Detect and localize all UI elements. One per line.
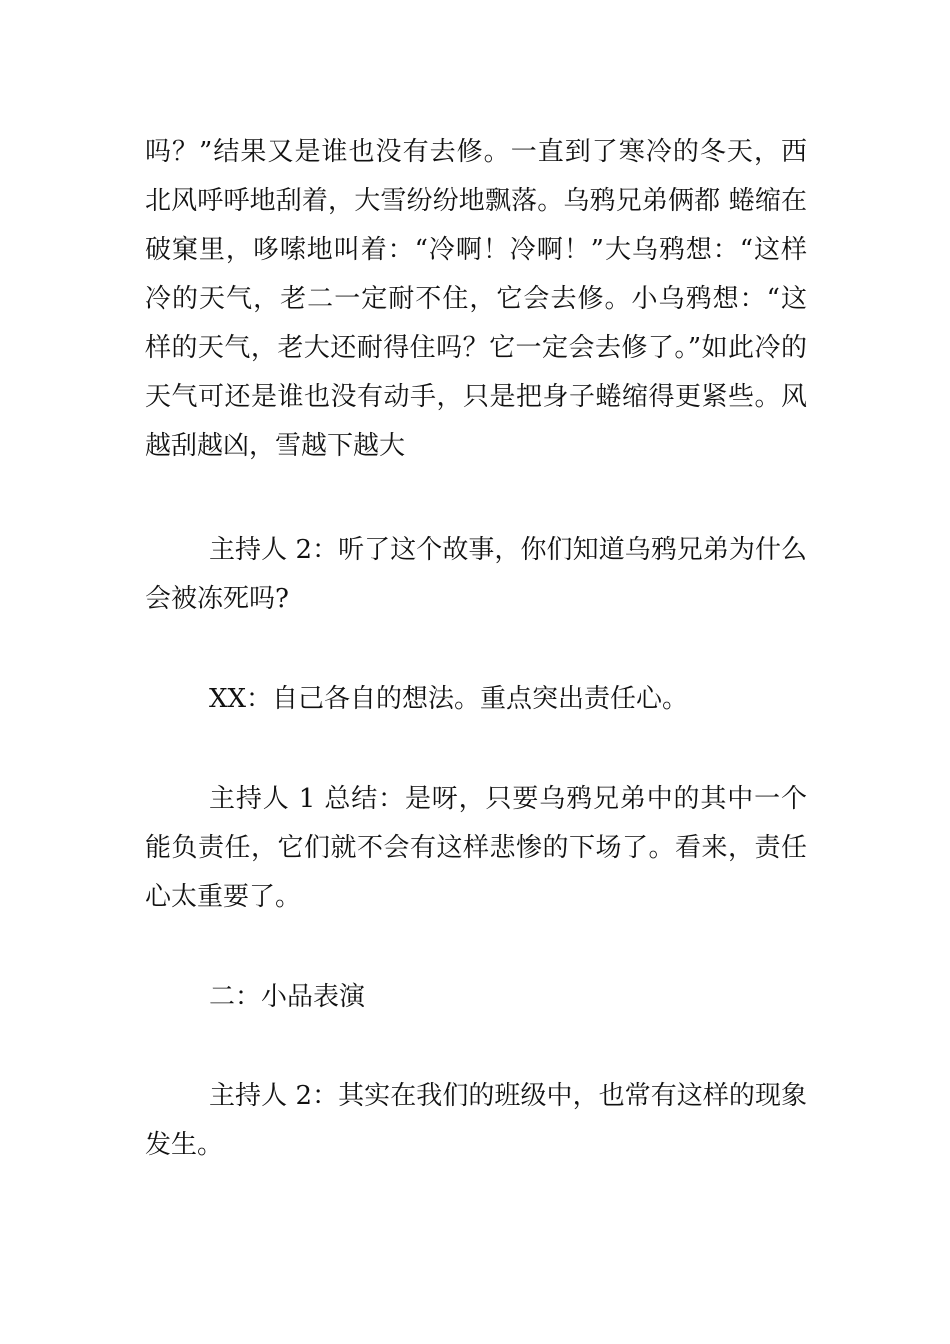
host2-question-paragraph: 主持人 2：听了这个故事，你们知道乌鸦兄弟为什么会被冻死吗? bbox=[145, 535, 807, 614]
section-heading-skit: 二：小品表演 bbox=[209, 982, 366, 1012]
xx-answer-paragraph: XX：自己各自的想法。重点突出责任心。 bbox=[209, 684, 689, 714]
host1-summary-paragraph: 主持人 1 总结：是呀，只要乌鸦兄弟中的其中一个能负责任，它们就不会有这样悲惨的下场了。看来，责任心太重要了。 bbox=[145, 784, 807, 912]
host2-closing-paragraph: 主持人 2：其实在我们的班级中，也常有这样的现象发生。 bbox=[145, 1081, 807, 1160]
story-paragraph: 吗？”结果又是谁也没有去修。一直到了寒冷的冬天，西北风呼呼地刮着，大雪纷纷地飘落。乌鸦兄弟俩都 蜷缩在破窠里，哆嗦地叫着：“冷啊！冷啊！”大乌鸦想：“这样冷的天气，老二一定耐不住，它会去修。小乌鸦想：“这样的天气，老大还耐得住吗？它一定会去修了。”如此冷的天气可还是谁也没有动手，只是把身子蜷缩得更紧些。风越刮越凶，雪越下越大 bbox=[145, 137, 807, 461]
